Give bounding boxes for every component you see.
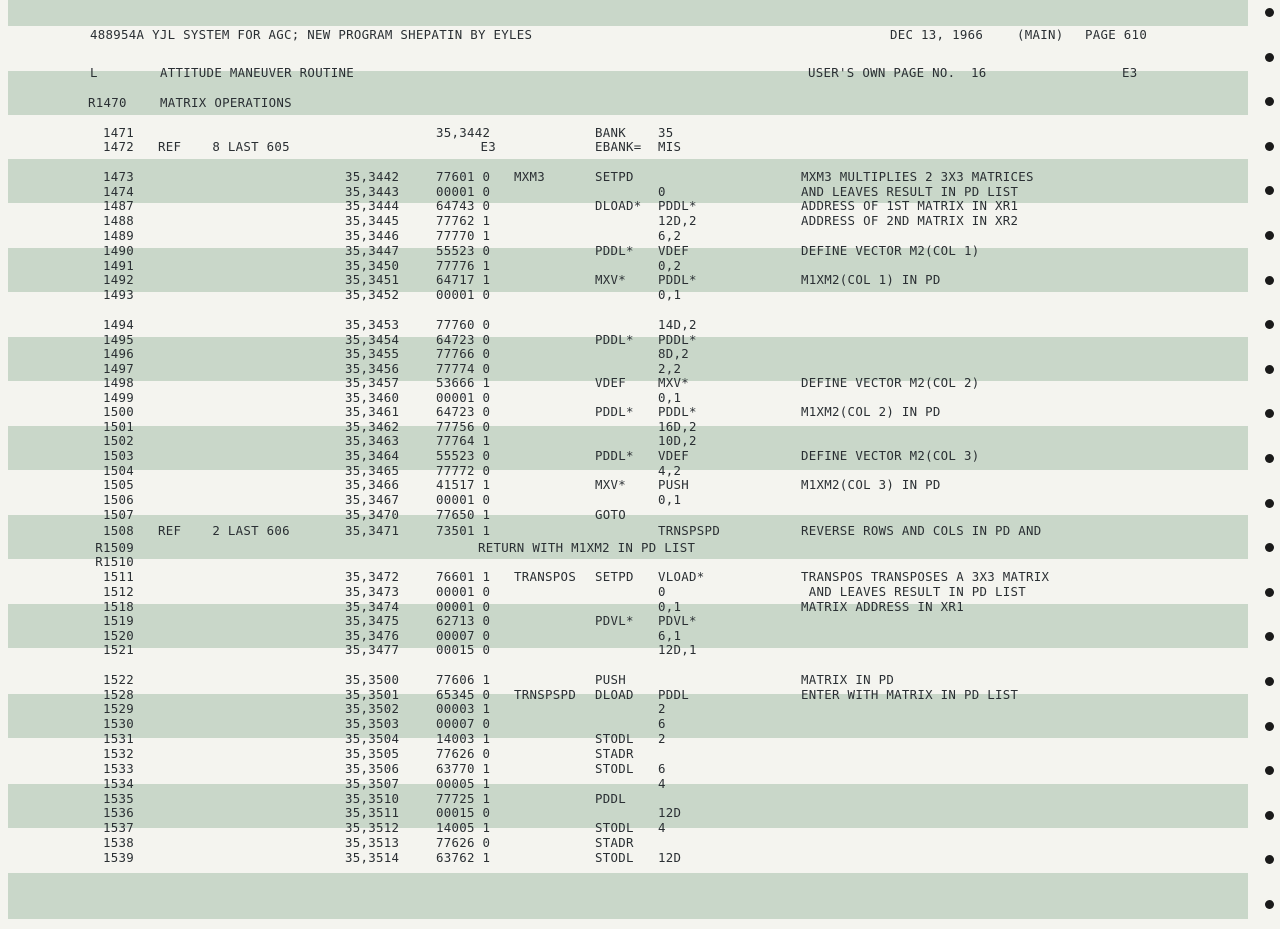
symbol-label: TRNSPSPD xyxy=(514,687,577,702)
line-number: 1533 xyxy=(102,761,134,776)
comment: AND LEAVES RESULT IN PD LIST xyxy=(801,584,1027,599)
octal-code: 00015 0 xyxy=(436,805,491,820)
opcode: MXV* xyxy=(595,272,627,287)
opcode: SETPD xyxy=(595,569,634,584)
octal-code: 63762 1 xyxy=(436,850,491,865)
opcode: STODL xyxy=(595,761,634,776)
feed-hole xyxy=(1265,320,1274,329)
comment: M1XM2(COL 3) IN PD xyxy=(801,477,941,492)
opcode: PDDL* xyxy=(595,448,634,463)
octal-code: 77764 1 xyxy=(436,433,491,448)
line-number: 1488 xyxy=(102,213,134,228)
line-number: 1474 xyxy=(102,184,134,199)
octal-code: 53666 1 xyxy=(436,375,491,390)
opcode: PDDL xyxy=(595,791,627,806)
address: 35,3475 xyxy=(345,613,400,628)
comment: M1XM2(COL 2) IN PD xyxy=(801,404,941,419)
feed-hole xyxy=(1265,855,1274,864)
line-number: 1507 xyxy=(102,507,134,522)
octal-code: 35,3442 xyxy=(436,125,491,140)
feed-hole xyxy=(1265,811,1274,820)
operand: VDEF xyxy=(658,243,690,258)
operand: 4 xyxy=(658,820,666,835)
line-number: 1471 xyxy=(102,125,134,140)
operand: 2 xyxy=(658,701,666,716)
operand: PDDL* xyxy=(658,198,697,213)
address: 35,3505 xyxy=(345,746,400,761)
opcode: STODL xyxy=(595,850,634,865)
opcode: PDVL* xyxy=(595,613,634,628)
octal-code: 63770 1 xyxy=(436,761,491,776)
octal-code: 00001 0 xyxy=(436,184,491,199)
line-number: 1512 xyxy=(102,584,134,599)
line-number: 1530 xyxy=(102,716,134,731)
address: 35,3454 xyxy=(345,332,400,347)
address: 35,3463 xyxy=(345,433,400,448)
address: 35,3477 xyxy=(345,642,400,657)
opcode: VDEF xyxy=(595,375,627,390)
octal-code: 64743 0 xyxy=(436,198,491,213)
opcode: PDDL* xyxy=(595,332,634,347)
operand: 12D,2 xyxy=(658,213,697,228)
octal-code: 14003 1 xyxy=(436,731,491,746)
address: 35,3502 xyxy=(345,701,400,716)
octal-code: 00001 0 xyxy=(436,584,491,599)
address: 35,3461 xyxy=(345,404,400,419)
octal-code: 77606 1 xyxy=(436,672,491,687)
operand: 6,1 xyxy=(658,628,682,643)
operand: PDDL* xyxy=(658,404,697,419)
address: 35,3471 xyxy=(345,523,400,538)
routine-title: ATTITUDE MANEUVER ROUTINE xyxy=(160,65,354,80)
octal-code: 77725 1 xyxy=(436,791,491,806)
opcode: DLOAD* xyxy=(595,198,642,213)
comment: AND LEAVES RESULT IN PD LIST xyxy=(801,184,1019,199)
address: 35,3504 xyxy=(345,731,400,746)
line-number: 1497 xyxy=(102,361,134,376)
octal-code: 77772 0 xyxy=(436,463,491,478)
operand: 0,1 xyxy=(658,599,682,614)
operand: PDVL* xyxy=(658,613,697,628)
operand: 6 xyxy=(658,761,666,776)
address: 35,3464 xyxy=(345,448,400,463)
feed-hole xyxy=(1265,409,1274,418)
opcode: MXV* xyxy=(595,477,627,492)
operand: VLOAD* xyxy=(658,569,705,584)
line-number: 1529 xyxy=(102,701,134,716)
operand: MXV* xyxy=(658,375,690,390)
line-number: 1518 xyxy=(102,599,134,614)
opcode: PDDL* xyxy=(595,404,634,419)
operand: 0,1 xyxy=(658,492,682,507)
opcode: STODL xyxy=(595,820,634,835)
opcode: SETPD xyxy=(595,169,634,184)
operand: 12D xyxy=(658,850,682,865)
line-number: 1496 xyxy=(102,346,134,361)
octal-code: 73501 1 xyxy=(436,523,491,538)
feed-hole xyxy=(1265,53,1274,62)
opcode: STADR xyxy=(595,835,634,850)
octal-code: 00015 0 xyxy=(436,642,491,657)
operand: 4,2 xyxy=(658,463,682,478)
address: 35,3503 xyxy=(345,716,400,731)
opcode: DLOAD xyxy=(595,687,634,702)
feed-hole xyxy=(1265,454,1274,463)
section-title: MATRIX OPERATIONS xyxy=(160,95,292,110)
line-number: 1528 xyxy=(102,687,134,702)
feed-hole xyxy=(1265,677,1274,686)
operand: 10D,2 xyxy=(658,433,697,448)
line-number: 1536 xyxy=(102,805,134,820)
feed-hole xyxy=(1265,632,1274,641)
comment: DEFINE VECTOR M2(COL 2) xyxy=(801,375,980,390)
operand: MIS xyxy=(658,139,682,154)
address: 35,3447 xyxy=(345,243,400,258)
octal-code: 00003 1 xyxy=(436,701,491,716)
octal-code: 00007 0 xyxy=(436,628,491,643)
line-number: 1511 xyxy=(102,569,134,584)
line-number: 1521 xyxy=(102,642,134,657)
line-number: 1537 xyxy=(102,820,134,835)
octal-code: 77766 0 xyxy=(436,346,491,361)
line-number: 1531 xyxy=(102,731,134,746)
address: 35,3444 xyxy=(345,198,400,213)
line-number: 1493 xyxy=(102,287,134,302)
operand: 35 xyxy=(658,125,674,140)
ref-note: REF 8 LAST 605 xyxy=(158,139,290,154)
opcode: BANK xyxy=(595,125,627,140)
line-number: 1503 xyxy=(102,448,134,463)
address: 35,3512 xyxy=(345,820,400,835)
symbol-label: TRANSPOS xyxy=(514,569,577,584)
address: 35,3453 xyxy=(345,317,400,332)
address: 35,3443 xyxy=(345,184,400,199)
ref-note: REF 2 LAST 606 xyxy=(158,523,290,538)
operand: 12D,1 xyxy=(658,642,697,657)
feed-hole xyxy=(1265,365,1274,374)
line-number: 1519 xyxy=(102,613,134,628)
line-number: 1506 xyxy=(102,492,134,507)
page-number: PAGE 610 xyxy=(1085,27,1148,42)
comment: ENTER WITH MATRIX IN PD LIST xyxy=(801,687,1019,702)
octal-code: 00001 0 xyxy=(436,599,491,614)
operand: VDEF xyxy=(658,448,690,463)
line-number: 1498 xyxy=(102,375,134,390)
octal-code: 77626 0 xyxy=(436,835,491,850)
opcode: STADR xyxy=(595,746,634,761)
address: 35,3456 xyxy=(345,361,400,376)
address: 35,3467 xyxy=(345,492,400,507)
line-number: 1500 xyxy=(102,404,134,419)
address: 35,3442 xyxy=(345,169,400,184)
comment: DEFINE VECTOR M2(COL 3) xyxy=(801,448,980,463)
address: 35,3476 xyxy=(345,628,400,643)
address: 35,3466 xyxy=(345,477,400,492)
header-title: 488954A YJL SYSTEM FOR AGC; NEW PROGRAM SHEPATIN BY EYLES xyxy=(90,27,533,42)
operand: 0 xyxy=(658,184,666,199)
address: 35,3507 xyxy=(345,776,400,791)
octal-code: 77770 1 xyxy=(436,228,491,243)
operand: PDDL* xyxy=(658,272,697,287)
operand: 12D xyxy=(658,805,682,820)
feed-hole xyxy=(1265,766,1274,775)
operand: 0 xyxy=(658,584,666,599)
operand: 14D,2 xyxy=(658,317,697,332)
operand: 2,2 xyxy=(658,361,682,376)
octal-code: 77760 0 xyxy=(436,317,491,332)
line-number: 1490 xyxy=(102,243,134,258)
feed-hole xyxy=(1265,8,1274,17)
operand: 6 xyxy=(658,716,666,731)
paper-edge xyxy=(1248,0,1280,929)
address: 35,3452 xyxy=(345,287,400,302)
address: 35,3510 xyxy=(345,791,400,806)
address: 35,3457 xyxy=(345,375,400,390)
line-number: 1505 xyxy=(102,477,134,492)
line-number: 1495 xyxy=(102,332,134,347)
address: 35,3455 xyxy=(345,346,400,361)
line-number: 1504 xyxy=(102,463,134,478)
octal-code: 00001 0 xyxy=(436,287,491,302)
line-number: 1473 xyxy=(102,169,134,184)
address: 35,3462 xyxy=(345,419,400,434)
address: 35,3472 xyxy=(345,569,400,584)
octal-code: 77626 0 xyxy=(436,746,491,761)
octal-code: 00001 0 xyxy=(436,390,491,405)
octal-code: 00007 0 xyxy=(436,716,491,731)
feed-hole xyxy=(1265,97,1274,106)
line-number: R1509 xyxy=(95,540,134,555)
octal-code: 77776 1 xyxy=(436,258,491,273)
line-number: 1535 xyxy=(102,791,134,806)
line-number: 1534 xyxy=(102,776,134,791)
feed-hole xyxy=(1265,543,1274,552)
line-number: 1502 xyxy=(102,433,134,448)
octal-code: 64717 1 xyxy=(436,272,491,287)
operand: 0,1 xyxy=(658,287,682,302)
feed-hole xyxy=(1265,276,1274,285)
operand: 4 xyxy=(658,776,666,791)
octal-code: 77762 1 xyxy=(436,213,491,228)
line-number: 1508 xyxy=(102,523,134,538)
octal-code: 14005 1 xyxy=(436,820,491,835)
comment: MATRIX ADDRESS IN XR1 xyxy=(801,599,964,614)
continuation-comment: RETURN WITH M1XM2 IN PD LIST xyxy=(478,540,696,555)
line-number: 1494 xyxy=(102,317,134,332)
address: 35,3450 xyxy=(345,258,400,273)
line-number: 1487 xyxy=(102,198,134,213)
line-number: 1539 xyxy=(102,850,134,865)
octal-code: 00005 1 xyxy=(436,776,491,791)
octal-code: 00001 0 xyxy=(436,492,491,507)
octal-code: 64723 0 xyxy=(436,404,491,419)
octal-code: 55523 0 xyxy=(436,243,491,258)
opcode: PDDL* xyxy=(595,243,634,258)
octal-code: 77650 1 xyxy=(436,507,491,522)
octal-code: 76601 1 xyxy=(436,569,491,584)
symbol-label: MXM3 xyxy=(514,169,546,184)
line-number: 1501 xyxy=(102,419,134,434)
feed-hole xyxy=(1265,186,1274,195)
address: 35,3465 xyxy=(345,463,400,478)
address: 35,3474 xyxy=(345,599,400,614)
operand: 0,2 xyxy=(658,258,682,273)
opcode: STODL xyxy=(595,731,634,746)
comment: DEFINE VECTOR M2(COL 1) xyxy=(801,243,980,258)
comment: MXM3 MULTIPLIES 2 3X3 MATRICES xyxy=(801,169,1034,184)
line-number: 1538 xyxy=(102,835,134,850)
octal-code: 55523 0 xyxy=(436,448,491,463)
line-number: 1520 xyxy=(102,628,134,643)
address: 35,3514 xyxy=(345,850,400,865)
operand: 8D,2 xyxy=(658,346,690,361)
octal-code: 64723 0 xyxy=(436,332,491,347)
green-bar xyxy=(8,873,1248,919)
operand: 6,2 xyxy=(658,228,682,243)
address: 35,3501 xyxy=(345,687,400,702)
address: 35,3446 xyxy=(345,228,400,243)
operand: 16D,2 xyxy=(658,419,697,434)
address: 35,3460 xyxy=(345,390,400,405)
octal-code: 77601 0 xyxy=(436,169,491,184)
address: 35,3470 xyxy=(345,507,400,522)
user-page-number: USER'S OWN PAGE NO. 16 xyxy=(808,65,987,80)
opcode: EBANK= xyxy=(595,139,642,154)
header-date: DEC 13, 1966 xyxy=(890,27,984,42)
feed-hole xyxy=(1265,142,1274,151)
opcode: GOTO xyxy=(595,507,627,522)
line-number: 1499 xyxy=(102,390,134,405)
line-type: L xyxy=(90,65,98,80)
comment: ADDRESS OF 1ST MATRIX IN XR1 xyxy=(801,198,1019,213)
line-number: 1522 xyxy=(102,672,134,687)
feed-hole xyxy=(1265,499,1274,508)
octal-code: E3 xyxy=(480,139,496,154)
comment: MATRIX IN PD xyxy=(801,672,895,687)
operand: PDDL xyxy=(658,687,690,702)
operand: 0,1 xyxy=(658,390,682,405)
feed-hole xyxy=(1265,900,1274,909)
line-number: 1492 xyxy=(102,272,134,287)
comment: REVERSE ROWS AND COLS IN PD AND xyxy=(801,523,1042,538)
address: 35,3513 xyxy=(345,835,400,850)
address: 35,3451 xyxy=(345,272,400,287)
octal-code: 77774 0 xyxy=(436,361,491,376)
comment: ADDRESS OF 2ND MATRIX IN XR2 xyxy=(801,213,1019,228)
octal-code: 65345 0 xyxy=(436,687,491,702)
operand: TRNSPSPD xyxy=(658,523,721,538)
address: 35,3500 xyxy=(345,672,400,687)
comment: M1XM2(COL 1) IN PD xyxy=(801,272,941,287)
address: 35,3473 xyxy=(345,584,400,599)
octal-code: 41517 1 xyxy=(436,477,491,492)
comment: TRANSPOS TRANSPOSES A 3X3 MATRIX xyxy=(801,569,1050,584)
address: 35,3511 xyxy=(345,805,400,820)
address: 35,3506 xyxy=(345,761,400,776)
line-number: R1510 xyxy=(95,554,134,569)
feed-hole xyxy=(1265,588,1274,597)
octal-code: 62713 0 xyxy=(436,613,491,628)
bank-label: E3 xyxy=(1122,65,1138,80)
operand: PUSH xyxy=(658,477,690,492)
octal-code: 77756 0 xyxy=(436,419,491,434)
section-id: R1470 xyxy=(88,95,127,110)
operand: PDDL* xyxy=(658,332,697,347)
header-main: (MAIN) xyxy=(1017,27,1064,42)
line-number: 1472 xyxy=(102,139,134,154)
feed-hole xyxy=(1265,231,1274,240)
address: 35,3445 xyxy=(345,213,400,228)
green-bar xyxy=(8,0,1248,26)
line-number: 1532 xyxy=(102,746,134,761)
operand: 2 xyxy=(658,731,666,746)
line-number: 1489 xyxy=(102,228,134,243)
opcode: PUSH xyxy=(595,672,627,687)
line-number: 1491 xyxy=(102,258,134,273)
feed-hole xyxy=(1265,722,1274,731)
